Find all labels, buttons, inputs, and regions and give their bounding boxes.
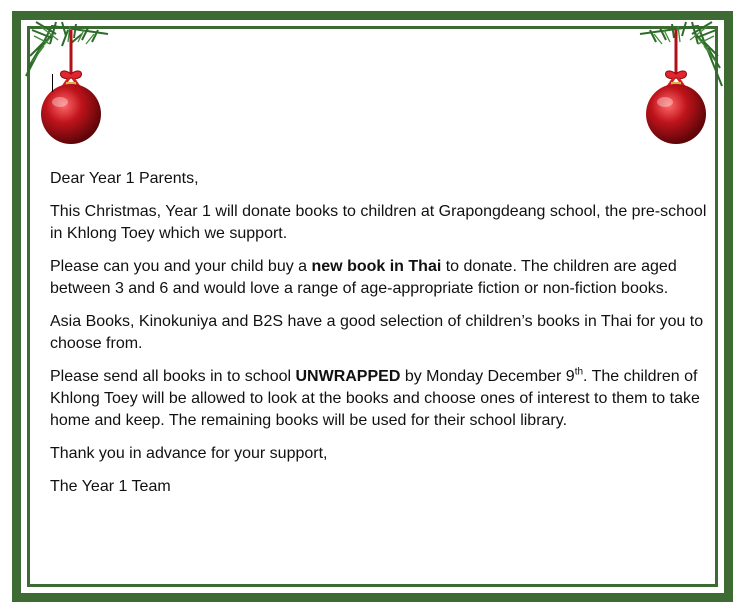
deadline-date: by Monday December 9 [400, 368, 575, 385]
christmas-bauble-icon [636, 16, 726, 146]
signoff: The Year 1 Team [50, 478, 171, 495]
request-text-start: Please can you and your child buy a [50, 258, 312, 275]
text-cursor [52, 74, 53, 92]
thanks-line: Thank you in advance for your support, [50, 445, 328, 462]
paragraph-bookshops: Asia Books, Kinokuniya and B2S have a good selection of children’s books in Thai for you to choose from. [50, 313, 704, 352]
christmas-bauble-icon [22, 16, 112, 146]
deadline-text-start: Please send all books in to school [50, 368, 296, 385]
paragraph-request [50, 256, 720, 300]
letter-body [50, 168, 720, 509]
deadline-text-end: . The children of Khlong Toey will be allowed to look at the books and choose ones of interest to them to take home and keep. The remaining books will be used for their school library. [50, 368, 700, 429]
greeting: Dear Year 1 Parents, [50, 170, 199, 187]
date-ordinal: th [574, 366, 584, 378]
deadline-emphasis: UNWRAPPED [295, 368, 401, 385]
request-emphasis: new book in Thai [311, 258, 442, 275]
paragraph-donation: This Christmas, Year 1 will donate books to children at Grapongdeang school, the pre-school in Khlong Toey which we support. [50, 203, 707, 242]
request-text-end: to donate. The children are aged between 3 and 6 and would love a range of age-appropriate fiction or non-fiction books. [50, 258, 677, 297]
paragraph-deadline [50, 366, 720, 432]
